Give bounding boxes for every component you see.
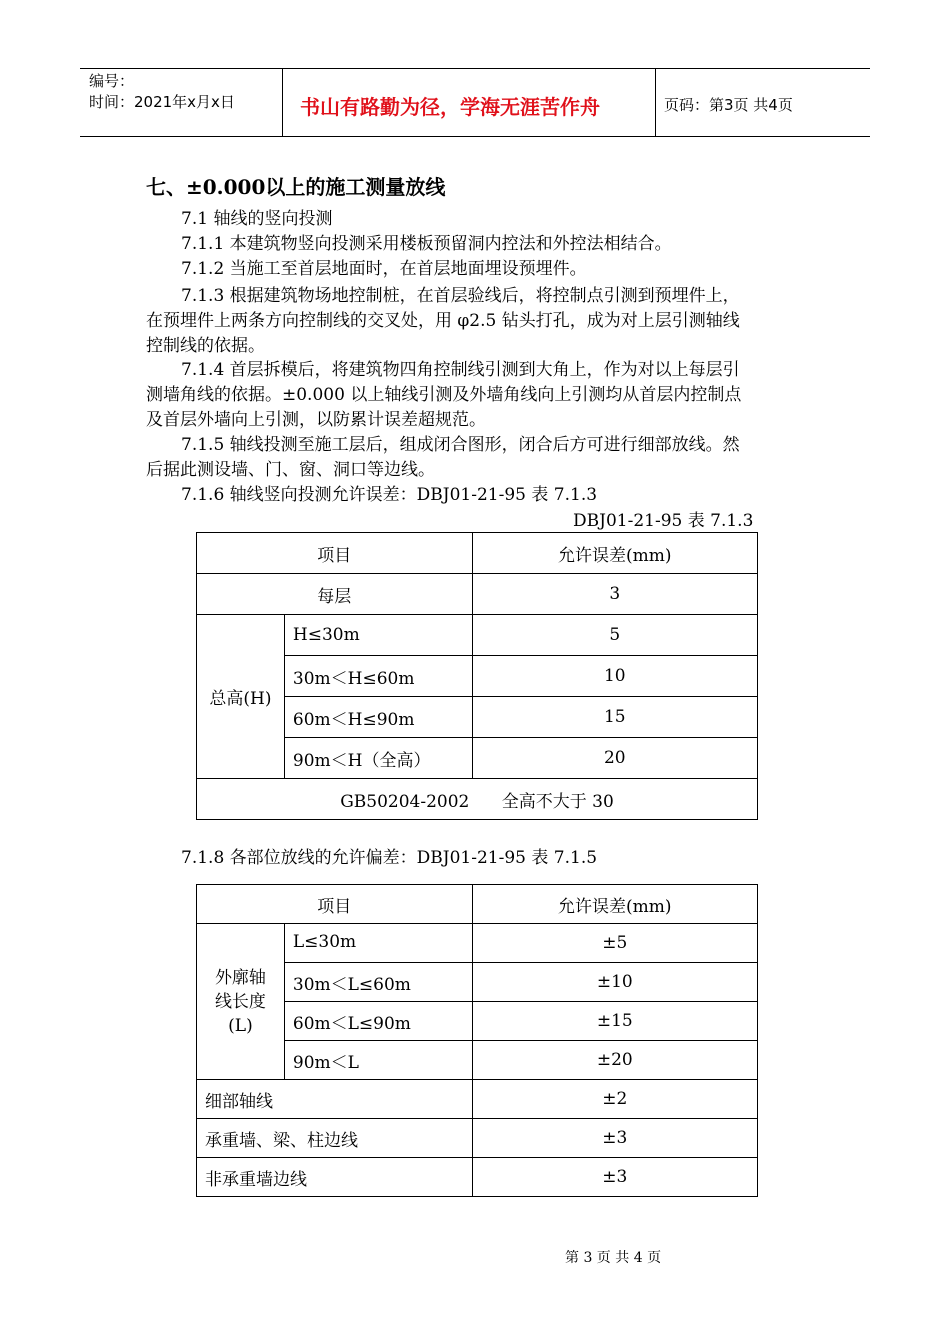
paragraph-line: 后据此测设墙、门、窗、洞口等边线。 — [146, 460, 435, 480]
paragraph-line: 及首层外墙向上引测，以防累计误差超规范。 — [146, 410, 486, 430]
paragraph-line: 测墙角线的依据。±0.000 以上轴线引测及外墙角线向上引测均从首层内控制点 — [146, 385, 742, 405]
table1-footer-row: GB50204-2002 全高不大于 30 — [197, 779, 758, 820]
paragraph-line: 7.1.5 轴线投测至施工层后，组成闭合图形，闭合后方可进行细部放线。然 — [181, 435, 740, 455]
table2-value: ±5 — [472, 924, 757, 963]
header-divider-left — [282, 68, 283, 136]
table2-group-label — [197, 924, 285, 1080]
header-divider-right — [655, 68, 656, 136]
table1-group-label: 总高(H) — [197, 615, 285, 779]
table2-group-label-line: 外廓轴 — [214, 967, 266, 988]
header-time-label: 时间：2021年x月x日 — [89, 93, 235, 111]
table1-value: 15 — [472, 697, 757, 738]
table2-extra-value: ±2 — [472, 1080, 757, 1119]
table2-range: 30m＜L≤60m — [284, 963, 472, 1002]
page-footer: 第 3 页 共 4 页 — [565, 1250, 662, 1266]
header-bottom-rule — [80, 136, 870, 137]
header-number-label: 编号： — [89, 72, 135, 90]
table1-per-floor-value: 3 — [472, 574, 757, 615]
table1-per-floor-label: 每层 — [197, 574, 473, 615]
table1-caption: DBJ01-21-95 表 7.1.3 — [573, 511, 754, 531]
table1-head-tolerance: 允许误差(mm) — [472, 533, 757, 574]
table1-value: 10 — [472, 656, 757, 697]
table1-range: 90m＜H（全高） — [284, 738, 472, 779]
table2-range: 60m＜L≤90m — [284, 1002, 472, 1041]
table2-extra-value: ±3 — [472, 1158, 757, 1197]
table2-head-item: 项目 — [197, 885, 473, 924]
table2-range: L≤30m — [284, 924, 472, 963]
paragraph-line: 控制线的依据。 — [146, 336, 265, 356]
paragraph-line: 7.1.8 各部位放线的允许偏差：DBJ01-21-95 表 7.1.5 — [181, 848, 598, 868]
table2-extra-label: 承重墙、梁、柱边线 — [197, 1119, 473, 1158]
header-top-rule — [80, 68, 870, 69]
table1-range: 60m＜H≤90m — [284, 697, 472, 738]
paragraph-line: 7.1 轴线的竖向投测 — [181, 209, 333, 229]
paragraph-line: 7.1.4 首层拆模后，将建筑物四角控制线引测到大角上，作为对以上每层引 — [181, 360, 740, 380]
header-page-label: 页码：第3页 共4页 — [664, 96, 793, 114]
paragraph-line: 7.1.3 根据建筑物场地控制桩，在首层验线后，将控制点引测到预埋件上， — [181, 286, 740, 306]
table1-value: 5 — [472, 615, 757, 656]
table-layout-tolerance — [196, 884, 758, 1197]
table2-extra-value: ±3 — [472, 1119, 757, 1158]
table2-value: ±15 — [472, 1002, 757, 1041]
table1-head-item: 项目 — [197, 533, 473, 574]
table2-group-label-line: (L) — [228, 1015, 253, 1036]
paragraph-line: 在预埋件上两条方向控制线的交叉处，用 φ2.5 钻头打孔，成为对上层引测轴线 — [146, 311, 740, 331]
table2-extra-label: 非承重墙边线 — [197, 1158, 473, 1197]
table2-group-label-line: 线长度 — [214, 991, 266, 1012]
paragraph-line: 7.1.1 本建筑物竖向投测采用楼板预留洞内控法和外控法相结合。 — [181, 234, 672, 254]
table2-head-tolerance: 允许误差(mm) — [472, 885, 757, 924]
table2-value: ±20 — [472, 1041, 757, 1080]
table1-range: 30m＜H≤60m — [284, 656, 472, 697]
header-motto: 书山有路勤为径，学海无涯苦作舟 — [300, 95, 600, 119]
table2-extra-label: 细部轴线 — [197, 1080, 473, 1119]
table-vertical-tolerance — [196, 532, 758, 820]
table1-value: 20 — [472, 738, 757, 779]
paragraph-line: 7.1.6 轴线竖向投测允许误差：DBJ01-21-95 表 7.1.3 — [181, 485, 598, 505]
section-title: 七、±0.000以上的施工测量放线 — [146, 175, 446, 199]
paragraph-line: 7.1.2 当施工至首层地面时，在首层地面埋设预埋件。 — [181, 259, 587, 279]
table1-range: H≤30m — [284, 615, 472, 656]
table2-value: ±10 — [472, 963, 757, 1002]
table2-range: 90m＜L — [284, 1041, 472, 1080]
